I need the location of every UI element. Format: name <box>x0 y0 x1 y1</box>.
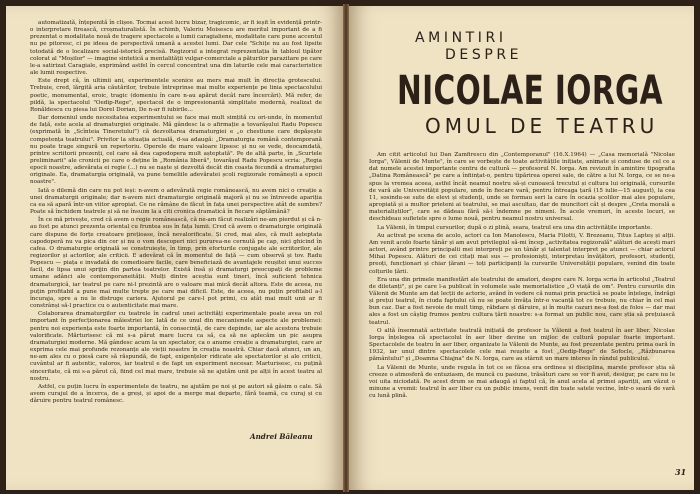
article-title-name: NICOLAE IORGA <box>397 68 663 114</box>
paragraph: automatizată, înțepenită în clișee. Tocmai acest lucru bizar, tragicomic, ar fi ieșit în evidență printr-o interpretare firească, croșmaturalistă. În schimb, Valeriu Moisescu are meritul important de a fi prezentat o modalitate nouă de tragere spectacole a lumii caragialiene, modalitate care pune accentul nu pe pitoresc, ci pe ideea de perspectivă umană a acestei lumi. Dar cele "Schițe nu au fost lipsite totodată de o localizare social-istorică precisă. Regizorul a integrat reprezentația în tabloul tipător colorat al "Moșilor" — imagine sintetică a mentalității vulgar-comerciale a păturilor parazitare pe care le-a satirizat Caragiale, exprimând astfel în cercul concentrat una din laturile cele mai caracteristice ale lumii respective. <box>30 20 322 77</box>
paragraph: O altă însemnată activitate teatrală inițiată de profesor la Vălenii a fost teatrul în aer liber. Nicolae Iorga înțelegea că spectacolul în aer liber devine un mijloc de cultură popular foarte important. Spectacolele de teatru în aer liber, organizate la Vălenii de Munte, au fost prezentate pentru prima oară în 1932, iar unul dintre spectacolele cele mai reușite a fost „Oedip-Rege" de Sofocle, „Răzbunarea pământului" și „Doamna Chiajna" de N. Iorga, care au stârnit un mare interes în rândul publicului. <box>369 327 675 363</box>
right-page <box>349 6 694 490</box>
left-page <box>6 6 343 490</box>
title-line-amintiri: AMINTIRI <box>415 30 507 46</box>
paragraph: La Vălenii de Munte, unde regula în tot ce se făcea era ordinea și disciplina, marele profesor știa să creeze o atmosferă de entuziasm, de muncă cu pasiune, trăsături care se vor fi avut, desigur, pe care nu le voi uita niciodată. Pe acest drum se mai adaugă și faptul că, în anul acela al primei apariții, am văzut o minune a vremii: teatrul în aer liber cu un public imens, venit din toate satele vecine, într-o seară de vară cu lună plină. <box>369 364 675 400</box>
title-line-despre: DESPRE <box>445 47 523 63</box>
article-subtitle: OMUL DE TEATRU <box>425 114 659 138</box>
paragraph: În ce mă privește, cred că avem o regie românească, că ne-am făcut realizări ne-am pierdut și că n-au fost pe atunci prezenta oriental cu fruntea sus în fața lumii. Cred că avem o dramaturgie originală care dispune de forțe creatoare prețioase, încă nevalorificate. Și cred, mai ales, că mult așteptata capodoperă nu va pica din cer și nu o vom descoperi nici pururea-ne cernută pe cap, nici ghicind în cafea. O dramaturgie originală se construiește, în timp, prin eforturile conjugate ale scriitorilor, ale regizorilor și actorilor, ale criticii. E adevărat că în momentul de față — cum observă și tov. Radu Popescu — piața e invadată de comedioare facile, care beneficiază de avantajele reușitei unui succes facil, de lipsa unui sprijin din partea teatrelor. Există însă și dramaturgi preocupați de probleme umane adânci ale contemporaneității. Mulți dintre aceștia sunt tineri, încă suficient tehnica dramaturgică, iar teatrul pe care ni-l prezintă are o valoare mai mică decât altora. Este de aceea, nu puțin profitabil a pune mai multe trepte pe care mai dificil. Este, de aceea, nu puțin profitabil a-l încuraja, spre a nu le distruge cariera. Ajutorul pe care-l pot primi, cu atât mai mult unii ar fi constrânși să-l practice cu o autenticitate mai mare. <box>30 217 322 310</box>
paragraph: Dar domeniul unde necesitatea experimentului se face mai mult simțită cu ori-unde, în momentul de față, este acela al dramaturgiei originale. Mă gândesc la o afirmație a tovarășului Radu Popescu (exprimată în „Scînteia Tineretului") că dezvoltarea dramaturgiei e „o chestiune care depășește competența teatrului". Privitor la situația actuală, d-sa adaugă: „Dramaturgia română contemporană nu poate trage singură un repertoriu. Operele de mare valoare lipsesc și nu se vede, deocamdată, printre scriitorii prezenți, cel care să dea capodopera mult așteptată". Pe de altă parte, în „Scurtele preliminarii" ale cronicii pe care o deține în „România liberă", tovarășul Radu Popescu scria: „Regia epocii noastre, adevărata ei regie (...) nu se naște și dezvoltă decât din coasta fecundă a dramaturgiei originale. Ea, dramaturgia originală, va pune temeliile adevăratei școli regizorale românești a epocii noastre". <box>30 115 322 186</box>
left-text-column <box>30 20 322 406</box>
paragraph: Am citit articolul lui Dan Zamfirescu din „Contemporanul" (16.X.1964) — „Casa memorială "Nicolae Iorga", Vălenii de Munte", în care se vorbește de toate activitățile inițiate, animate și conduse de cel ce a dat numele acestei importante centru de cultură — profesorul N. Iorga. Am revizuit în amintire tipografia „Datina Românească" pe care a înființat-o, pentru tipărirea operei sale, de către a lui N. Iorga, ce se ne-a spus la vremea aceea, astfel încât neamul nostru să-și cunoască trecutul și cultura lui originală, cursurile de vară ale Universității populare, unde în fiecare vară, pentru întreaga țară (15 iulie—15 august), la cea 11, sosindu-se sute de elevi și studenți, unde se formau seri la care în ocazia școlilor mai ales populare, apropiată și a multor prieteni ai teatrului, se mai ascultau, dar de muncitori cât și despre „Creta morală a materialiștilor", care se dădeau fără să-i îndemne pe nimeni. În acele vremuri, în aceste locuri, se deschideau sufletele spre o lume nouă, pentru neamul nostru universal. <box>369 152 675 223</box>
paragraph: La Vălenii, în timpul cursurilor, după o zi plină, seara, teatrul era una din activitățile importante. <box>377 224 653 231</box>
paragraph: Au activat pe scena de acolo, actori ca Ion Manolescu, Maria Filotti, V. Brezeanu, Titus Lapteș și alții. Am venit acolo foarte tânăr și am avut privilegiul să-mi încep „activitatea regizorală" alături de acești mari actori, având printre principalii mei interpreți pe un tânăr și talentat interpret pe atunci — chiar actorul Mihai Popescu. Alături de cei citați mai sus — profesioniști, interpretau învățători, profesori, studenți, preoți, funcționari și chiar țărani — toți participanți la cursurile Universității populare, venind din toate colțurile țării. <box>369 232 675 275</box>
paragraph: Este drept că, în ultimii ani, experimentele scenice au mers mai mult în direcția grotescului. Trebuie, cred, lărgită aria căutărilor, trebuie întreprinse mai multe experiențe pe linia spectacolului poetic, monumental, eroic, tragic (domeniu în care n-au apărut decât rare încercări). Mă refer, de pildă, la spectacolul "Oedip-Rege", spectacol de o impresionantă simplitate modernă, realizat de Ronăldescu cu piesa lui Dorel Dorian, De n-ar fi iubirile... <box>30 78 322 113</box>
paragraph: Era una din primele manifestări ale teatrului de amatori, despre care N. Iorga scria în articolul „Teatrul de diletanți", și pe care l-a publicat în volumele sale memorialistice „O viață de om". Pentru cursurile din Vălenii de Munte am dat lecții de actorie, având în vedere că numai prin practică se poate înțelege, îndrăgi și prețui teatrul, în ciuda faptului că nu se poate învăța într-o vacanță tot ce trebuie, nu chiar în cel mai bun caz. Dar a fost nevoie de mult timp, răbdare și dăruire, și în multe cazuri ne-a fost de folos — dar mai ales a fost un câștig frumos pentru cultura țării noastre: s-a format un public nou, care știa să prețuiască teatrul. <box>369 276 675 326</box>
right-text-column <box>369 152 675 401</box>
page-number: 31 <box>675 467 687 477</box>
paragraph: Colaborarea dramaturgilor cu teatrele în cadrul unei activități experimentale poate avea un rol important în perfecționarea măiestriei lor. Iată de ce unul din mecanismele aspecte ale problemei: pentru noi experiența este foarte importantă, în consecință, de care depinde, iar ale acestora trebuie valorificate. Mărturisesc că mi s-a părut mare lucru ca să, ca să ne aplecăm un pic asupra dramaturgiei moderne. Mă gândesc acum la un spectator, ca o anume creație a dramaturgiei, care ar exprima cele mai profunde rezonanțe ale vieții noastre în creația noastră. Chiar dacă atunci, un an, ne-am ales cu o piesă care să răspundă, de fapt, exigențelor ridicate ale spectatorilor și ale criticii, cuvântul ar fi autentic, valoros, iar teatrul e de fapt un experiment necesar. Marturisesc, cu puțină sinceritate, că mi s-a părut că, fiind cel mai mare, trebuie să ne ajutăm unii pe alții în acest teatru al nostru. <box>30 311 322 382</box>
paragraph: Astfel, cu puțin lucru în experimentele de teatru, ne ajutăm pe noi și pe autori să găsim o cale. Să avem curajul de a încerca, de a greși, și apoi de a merge mai departe, fără teamă, cu curaj și cu dăruire pentru teatrul românesc. <box>30 383 322 405</box>
paragraph: Iată o dilemă din care nu pot ieși: n-avem o adevărată regie românească, nu avem nici o creație a unei dramaturgii originale; dar n-avem nici dramaturgie originală majoră și nu se întrevede apariția ca ea să apară într-un viitor apropiat. Ce ne rămâne de făcut în fața unei perspective atât de sumbre? Poate să închidem teatrele și să ne însuim la a citi cronica dramatică în fiecare săptămână? <box>30 187 322 216</box>
author-signature: Andrei Băleanu <box>250 432 313 441</box>
